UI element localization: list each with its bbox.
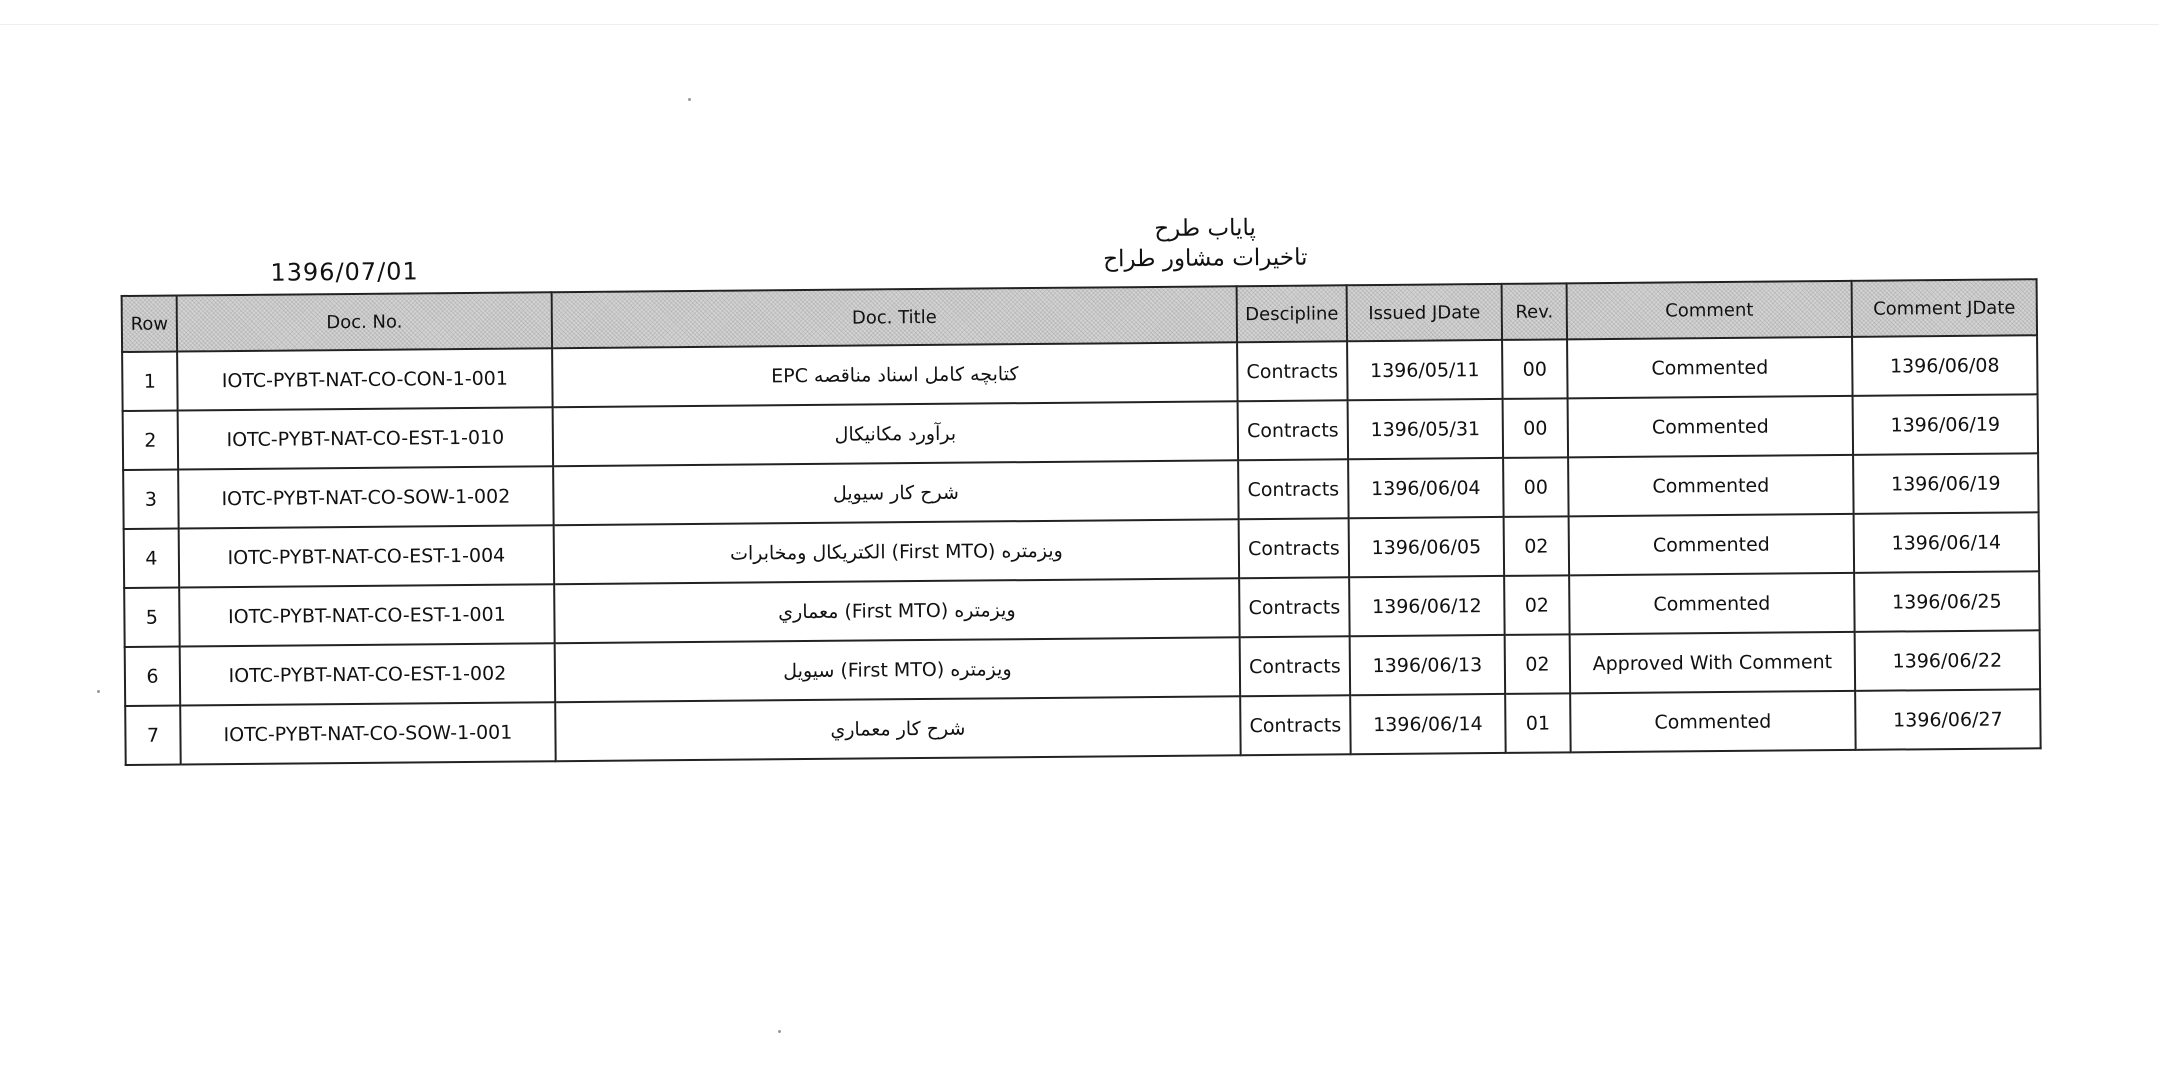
comment-date-cell: 1396/06/22 xyxy=(1855,630,2041,691)
doc-number-cell: IOTC-PYBT-NAT-CO-EST-1-010 xyxy=(178,407,554,469)
comment-date-cell: 1396/06/19 xyxy=(1853,453,2039,514)
column-header-doc-no: Doc. No. xyxy=(177,292,552,351)
doc-title-cell: ویزمتره (First MTO) الکتریکال ومخابرات xyxy=(554,519,1239,584)
discipline-cell: Contracts xyxy=(1238,459,1349,519)
comment-cell: Commented xyxy=(1568,396,1854,457)
comment-cell: Approved With Comment xyxy=(1570,632,1856,693)
row-number-cell: 7 xyxy=(125,705,181,764)
delays-table xyxy=(121,278,2042,766)
discipline-cell: Contracts xyxy=(1240,636,1351,696)
discipline-cell: Contracts xyxy=(1240,695,1351,755)
doc-number-cell: IOTC-PYBT-NAT-CO-EST-1-001 xyxy=(179,584,555,646)
doc-number-cell: IOTC-PYBT-NAT-CO-EST-1-004 xyxy=(179,525,555,587)
row-number-cell: 6 xyxy=(125,646,181,705)
column-header-doc-title: Doc. Title xyxy=(552,286,1237,348)
discipline-cell: Contracts xyxy=(1237,341,1348,401)
report-title: تاخیرات مشاور طراح xyxy=(1103,244,1308,273)
column-header-comment-jdate: Comment JDate xyxy=(1852,279,2037,337)
column-header-issued-jdate: Issued JDate xyxy=(1347,284,1502,341)
comment-date-cell: 1396/06/27 xyxy=(1855,689,2041,750)
issued-date-cell: 1396/06/12 xyxy=(1349,576,1505,636)
doc-title-cell: شرح کار سیویل xyxy=(553,460,1238,525)
comment-date-cell: 1396/06/19 xyxy=(1853,394,2039,455)
issued-date-cell: 1396/06/04 xyxy=(1348,458,1504,518)
revision-cell: 00 xyxy=(1502,339,1568,399)
discipline-cell: Contracts xyxy=(1239,518,1350,578)
row-number-cell: 1 xyxy=(122,352,178,411)
comment-date-cell: 1396/06/25 xyxy=(1854,571,2040,632)
revision-cell: 02 xyxy=(1505,634,1571,694)
doc-title-cell: کتابچه کامل اسناد مناقصه EPC xyxy=(552,342,1237,407)
row-number-cell: 3 xyxy=(123,470,179,529)
comment-cell: Commented xyxy=(1569,573,1855,634)
issued-date-cell: 1396/06/05 xyxy=(1349,517,1505,577)
scan-speck xyxy=(97,690,100,693)
comment-cell: Commented xyxy=(1570,691,1856,752)
doc-title-cell: شرح کار معماري xyxy=(555,696,1240,761)
column-header-discipline: Descipline xyxy=(1237,285,1347,342)
revision-cell: 02 xyxy=(1504,516,1570,576)
row-number-cell: 4 xyxy=(124,528,180,587)
comment-cell: Commented xyxy=(1569,514,1855,575)
issued-date-cell: 1396/05/31 xyxy=(1348,399,1504,459)
row-number-cell: 5 xyxy=(124,587,180,646)
scan-edge-line xyxy=(0,24,2159,25)
issued-date-cell: 1396/06/14 xyxy=(1350,694,1506,754)
doc-number-cell: IOTC-PYBT-NAT-CO-SOW-1-001 xyxy=(180,702,556,764)
project-title: پایاب طرح xyxy=(1154,215,1256,242)
comment-cell: Commented xyxy=(1568,455,1854,516)
doc-number-cell: IOTC-PYBT-NAT-CO-SOW-1-002 xyxy=(178,466,554,528)
doc-number-cell: IOTC-PYBT-NAT-CO-CON-1-001 xyxy=(177,348,553,410)
comment-date-cell: 1396/06/14 xyxy=(1854,512,2040,573)
doc-title-cell: ویزمتره (First MTO) سیویل xyxy=(555,637,1240,702)
doc-number-cell: IOTC-PYBT-NAT-CO-EST-1-002 xyxy=(180,643,556,705)
revision-cell: 00 xyxy=(1503,457,1569,517)
column-header-comment: Comment xyxy=(1567,281,1852,339)
revision-cell: 00 xyxy=(1503,398,1569,458)
document-page xyxy=(120,208,2035,747)
discipline-cell: Contracts xyxy=(1238,400,1349,460)
report-date: 1396/07/01 xyxy=(270,257,419,287)
scan-speck xyxy=(688,98,691,101)
issued-date-cell: 1396/06/13 xyxy=(1350,635,1506,695)
revision-cell: 01 xyxy=(1505,693,1571,753)
discipline-cell: Contracts xyxy=(1239,577,1350,637)
column-header-rev: Rev. xyxy=(1502,283,1567,340)
row-number-cell: 2 xyxy=(123,411,179,470)
revision-cell: 02 xyxy=(1504,575,1570,635)
doc-title-cell: ویزمتره (First MTO) معماري xyxy=(554,578,1239,643)
comment-date-cell: 1396/06/08 xyxy=(1852,335,2038,396)
comment-cell: Commented xyxy=(1567,337,1853,398)
doc-title-cell: برآورد مکانیکال xyxy=(553,401,1238,466)
issued-date-cell: 1396/05/11 xyxy=(1347,340,1503,400)
table-body xyxy=(122,335,2041,765)
column-header-row: Row xyxy=(122,296,177,352)
scan-speck xyxy=(778,1030,781,1033)
